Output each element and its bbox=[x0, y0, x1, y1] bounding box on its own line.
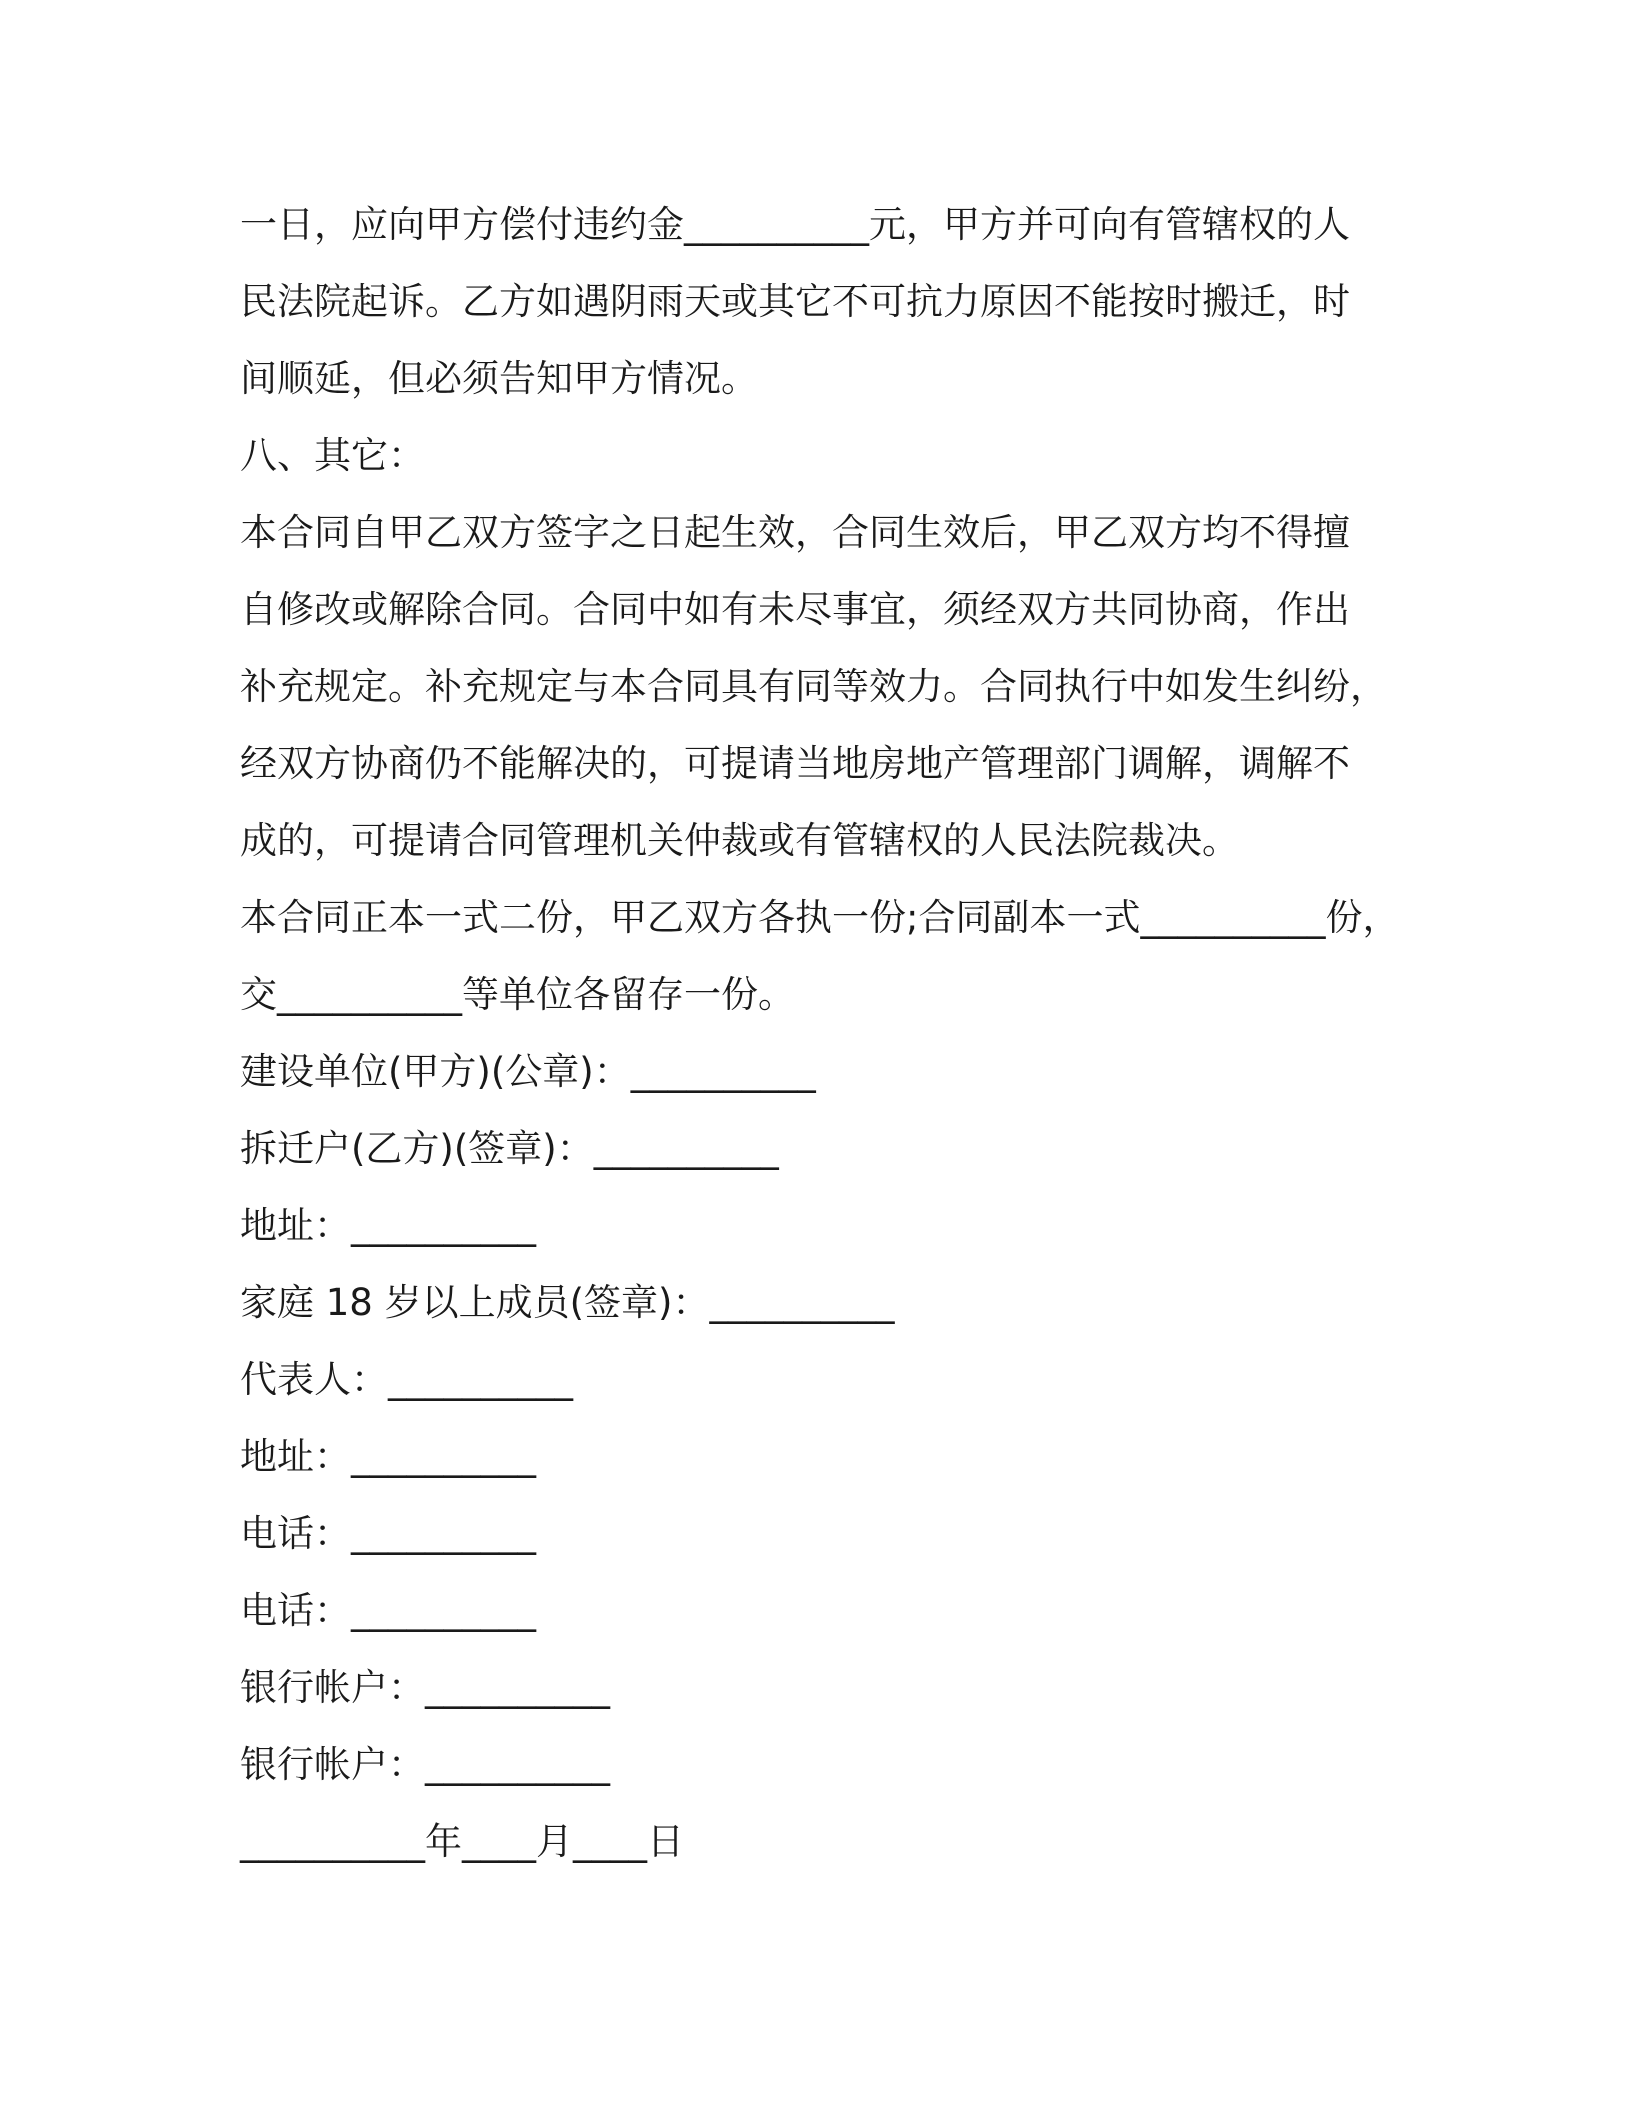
text-line-effect-4: 经双方协商仍不能解决的，可提请当地房地产管理部门调解，调解不 bbox=[240, 742, 1350, 785]
signature-field-relocatee: 拆迁户(乙方)(签章)：__________ bbox=[240, 1127, 779, 1170]
field-phone-2: 电话：__________ bbox=[240, 1589, 536, 1632]
text-line-effect-2: 自修改或解除合同。合同中如有未尽事宜，须经双方共同协商，作出 bbox=[240, 588, 1350, 631]
field-bank-account-2: 银行帐户：__________ bbox=[240, 1743, 610, 1786]
text-line-clause-7-cont-1: 一日，应向甲方偿付违约金__________元，甲方并可向有管辖权的人 bbox=[240, 203, 1350, 246]
field-address-1: 地址：__________ bbox=[240, 1204, 536, 1247]
field-phone-1: 电话：__________ bbox=[240, 1512, 536, 1555]
text-line-clause-7-cont-3: 间顺延，但必须告知甲方情况。 bbox=[240, 357, 758, 400]
section-heading-other: 八、其它： bbox=[240, 434, 425, 477]
text-line-copies-1: 本合同正本一式二份，甲乙双方各执一份;合同副本一式__________份， bbox=[240, 896, 1400, 939]
signature-field-family-member: 家庭 18 岁以上成员(签章)：__________ bbox=[240, 1281, 895, 1324]
text-line-clause-7-cont-2: 民法院起诉。乙方如遇阴雨天或其它不可抗力原因不能按时搬迁，时 bbox=[240, 280, 1350, 323]
signature-field-builder: 建设单位(甲方)(公章)：__________ bbox=[240, 1050, 816, 1093]
text-line-effect-3: 补充规定。补充规定与本合同具有同等效力。合同执行中如发生纠纷， bbox=[240, 665, 1387, 708]
field-representative: 代表人：__________ bbox=[240, 1358, 573, 1401]
text-line-copies-2: 交__________等单位各留存一份。 bbox=[240, 973, 795, 1016]
document-body bbox=[240, 186, 1400, 1880]
text-line-effect-1: 本合同自甲乙双方签字之日起生效，合同生效后，甲乙双方均不得擅 bbox=[240, 511, 1350, 554]
field-address-2: 地址：__________ bbox=[240, 1435, 536, 1478]
text-line-effect-5: 成的，可提请合同管理机关仲裁或有管辖权的人民法院裁决。 bbox=[240, 819, 1239, 862]
field-date: __________年____月____日 bbox=[240, 1820, 684, 1863]
field-bank-account-1: 银行帐户：__________ bbox=[240, 1666, 610, 1709]
